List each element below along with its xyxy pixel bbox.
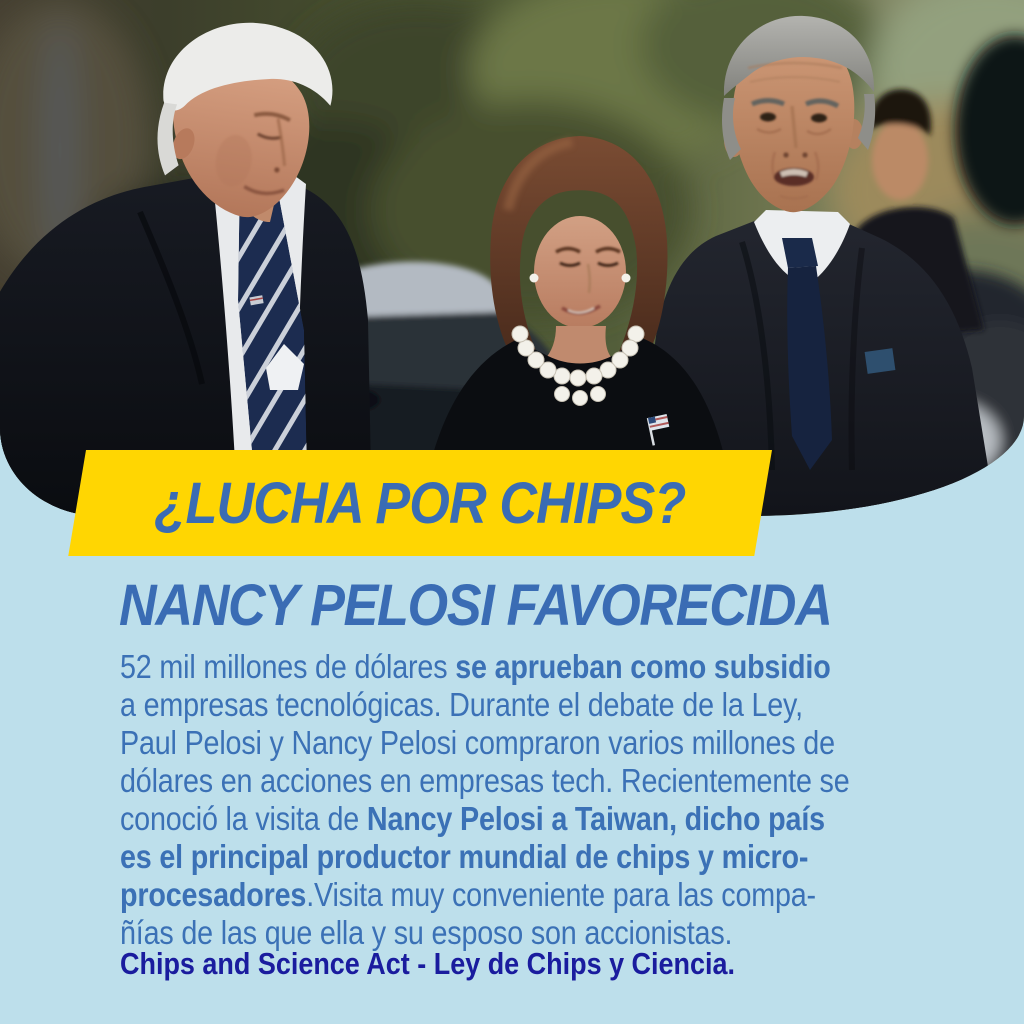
banner-label: ¿LUCHA POR CHIPS?	[154, 470, 686, 536]
body-line	[120, 876, 850, 914]
body-segment-bold: procesadores	[120, 876, 307, 913]
body-segment: dólares en acciones en empresas tech. Recientemente se	[120, 762, 850, 799]
body-segment-bold: se aprueban como subsidio	[455, 648, 831, 685]
body-line	[120, 838, 850, 876]
body-line	[120, 800, 850, 838]
headline	[119, 572, 911, 639]
body-line	[120, 686, 850, 724]
body-segment: 52 mil millones de dólares	[120, 648, 456, 685]
footer-text: Chips and Science Act - Ley de Chips y Ciencia.	[120, 946, 735, 981]
banner-ribbon	[68, 450, 772, 556]
body-segment: Paul Pelosi y Nancy Pelosi compraron varios millones de	[120, 724, 835, 761]
body-segment: a empresas tecnológicas. Durante el debate de la Ley,	[120, 686, 803, 723]
footer-note	[120, 946, 827, 982]
body-line	[120, 648, 850, 686]
body-text	[120, 648, 850, 952]
body-segment: ñías de las que ella y su esposo son accionistas.	[120, 914, 733, 951]
body-line	[120, 762, 850, 800]
body-segment-bold: Nancy Pelosi a Taiwan, dicho país	[366, 800, 825, 837]
body-segment: .Visita muy conveniente para las compa-	[306, 876, 816, 913]
headline-text: NANCY PELOSI FAVORECIDA	[119, 573, 832, 638]
body-segment: conoció la visita de	[120, 800, 367, 837]
body-segment-bold: es el principal productor mundial de chips y micro-	[120, 838, 809, 875]
body-line	[120, 724, 850, 762]
